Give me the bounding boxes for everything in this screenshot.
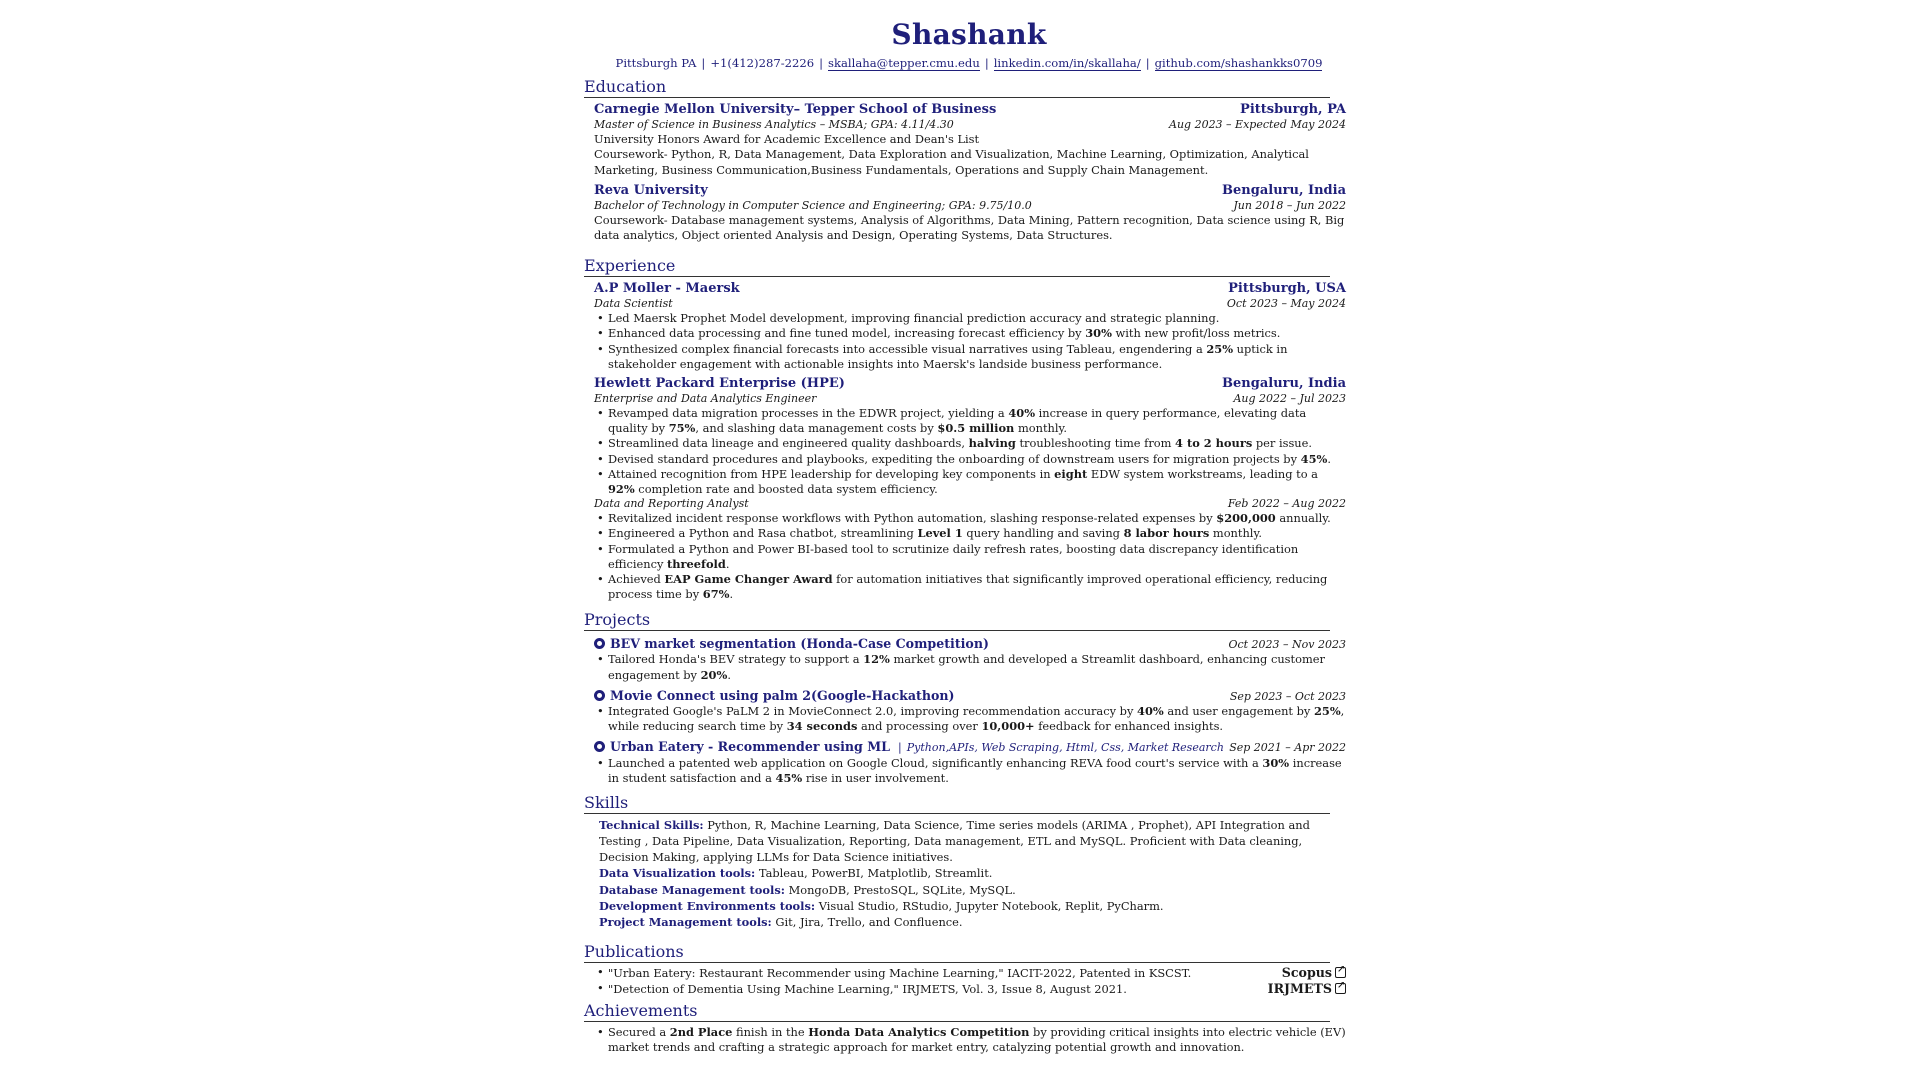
project-link[interactable]: BEV market segmentation (Honda-Case Competition) [594, 635, 989, 652]
external-link-icon [1335, 983, 1346, 994]
phone-text: +1(412)287-2226 [710, 56, 815, 70]
education-entry-cmu [594, 101, 1346, 178]
project-entry [594, 687, 1346, 734]
education-section [584, 77, 1354, 243]
skills-list [584, 817, 1354, 930]
degree-dates: Aug 2023 – Expected May 2024 [1169, 118, 1346, 132]
bullet-item: • Achieved EAP Game Changer Award for automation initiatives that significantly improved operational efficiency, reducing process time by 67%. [596, 572, 1346, 602]
project-dates: Sep 2023 – Oct 2023 [1229, 689, 1346, 703]
role-dates: Oct 2023 – May 2024 [1226, 297, 1346, 311]
linkedin-link[interactable]: linkedin.com/in/skallaha/ [993, 56, 1141, 70]
section-title-skills: Skills [584, 793, 1330, 814]
skills-section [584, 793, 1354, 930]
degree-text: Bachelor of Technology in Computer Science and Engineering; GPA: 9.75/10.0 [594, 198, 1032, 212]
bullet-item: • Tailored Honda's BEV strategy to support a 12% market growth and developed a Streamlit dashboard, enhancing customer engagement by 20%. [596, 652, 1346, 682]
school-location: Bengaluru, India [1222, 182, 1346, 198]
role-dates: Aug 2022 – Jul 2023 [1233, 392, 1346, 406]
github-icon [594, 638, 605, 649]
project-dates: Sep 2021 – Apr 2022 [1229, 741, 1346, 755]
github-link[interactable]: github.com/shashankks0709 [1154, 56, 1323, 70]
achievement-item: • Secured a 2nd Place finish in the Honda Data Analytics Competition by providing critical insights into electric vehicle (EV) market trends and crafting a strategic approach for market entry, catalyzing potential growth and innovation. [596, 1025, 1346, 1055]
skill-row: Data Visualization tools: Tableau, PowerBI, Matplotlib, Streamlit. [599, 866, 993, 881]
bullet-item: • Revamped data migration processes in the EDWR project, yielding a 40% increase in query performance, elevating data quality by 75%, and slashing data management costs by $0.5 million monthly. [596, 406, 1346, 436]
degree-text: Master of Science in Business Analytics – MSBA; GPA: 4.11/4.30 [594, 118, 954, 132]
publications-section [584, 942, 1354, 997]
skill-row: Database Management tools: MongoDB, PrestoSQL, SQLite, MySQL. [599, 882, 1016, 897]
external-link-icon [1335, 967, 1346, 978]
bullet-list [596, 406, 1346, 497]
skill-row: Technical Skills: Python, R, Machine Learning, Data Science, Time series models (ARIMA , Prophet), API Integration and Testing , Data Pipeline, Data Visualization, Reporting, Data management, ETL and MySQL. Proficient with Data cleaning, Decision Making, applying LLMs for Data Science initiatives. [599, 817, 1310, 865]
company-location: Pittsburgh, USA [1228, 281, 1346, 297]
school-location: Pittsburgh, PA [1240, 102, 1346, 118]
role-dates: Feb 2022 – Aug 2022 [1227, 497, 1346, 511]
resume-page [584, 18, 1354, 1055]
company-name: Hewlett Packard Enterprise (HPE) [594, 376, 845, 392]
bullet-item: • Devised standard procedures and playbooks, expediting the onboarding of downstream users for migration projects by 45%. [596, 452, 1346, 467]
school-name: Reva University [594, 182, 708, 198]
bullet-item: • Integrated Google's PaLM 2 in MovieConnect 2.0, improving recommendation accuracy by 40% and user engagement by 25%, while reducing search time by 34 seconds and processing over 10,000+ feedback for enhanced insights. [596, 704, 1346, 734]
project-entry [594, 738, 1346, 786]
email-link[interactable]: skallaha@tepper.cmu.edu [828, 56, 980, 70]
project-link[interactable]: Urban Eatery - Recommender using ML | Python,APIs, Web Scraping, Html, Css, Market Research [594, 738, 1224, 756]
section-title-projects: Projects [584, 610, 1330, 631]
school-name: Carnegie Mellon University– Tepper School of Business [594, 102, 997, 118]
project-link[interactable]: Movie Connect using palm 2(Google-Hackathon) [594, 687, 955, 704]
publication-item: • "Detection of Dementia Using Machine Learning," IRJMETS, Vol. 3, Issue 8, August 2021. IRJMETS↗ [596, 981, 1346, 997]
role-title: Data and Reporting Analyst [594, 497, 749, 511]
projects-section [584, 610, 1354, 786]
coursework-text: Coursework- Database management systems, Analysis of Algorithms, Data Mining, Pattern recognition, Data science using R, Big data analytics, Object oriented Analysis and Design, Operating Systems, Data Structures. [594, 212, 1345, 243]
bullet-item: • Revitalized incident response workflows with Python automation, slashing response-related expenses by $200,000 annually. [596, 511, 1346, 526]
education-entry-reva [594, 182, 1346, 243]
company-location: Bengaluru, India [1222, 376, 1346, 392]
company-name: A.P Moller - Maersk [594, 281, 740, 297]
education-line: University Honors Award for Academic Excellence and Dean's List [594, 132, 980, 147]
bullet-item: • Attained recognition from HPE leadership for developing key components in eight EDW system workstreams, leading to a 92% completion rate and boosted data system efficiency. [596, 467, 1346, 497]
bullet-item: • Streamlined data lineage and engineered quality dashboards, halving troubleshooting time from 4 to 2 hours per issue. [596, 436, 1346, 451]
degree-dates: Jun 2018 – Jun 2022 [1233, 198, 1346, 212]
bullet-list [596, 652, 1346, 682]
irjmets-link[interactable]: IRJMETS↗ [1268, 981, 1346, 996]
role-title: Enterprise and Data Analytics Engineer [594, 392, 817, 406]
publication-list [594, 965, 1346, 997]
project-tech: Python,APIs, Web Scraping, Html, Css, Market Research [906, 741, 1224, 755]
publication-item: • "Urban Eatery: Restaurant Recommender using Machine Learning," IACIT-2022, Patented in KSCST. Scopus↗ [596, 965, 1346, 981]
experience-section [584, 256, 1354, 602]
role-title: Data Scientist [594, 297, 673, 311]
coursework-text: Coursework- Python, R, Data Management, Data Exploration and Visualization, Machine Learning, Optimization, Analytical Marketing, Business Communication,Business Fundamentals, Operations and Supply Chain Management. [594, 147, 1309, 177]
experience-entry-maersk [594, 280, 1346, 372]
project-dates: Oct 2023 – Nov 2023 [1228, 638, 1346, 652]
github-icon [594, 690, 605, 701]
section-title-achievements: Achievements [584, 1001, 1330, 1022]
skill-row: Project Management tools: Git, Jira, Trello, and Confluence. [599, 914, 963, 929]
bullet-list [596, 704, 1346, 734]
bullet-item: • Launched a patented web application on Google Cloud, significantly enhancing REVA food court's service with a 30% increase in student satisfaction and a 45% rise in user involvement. [596, 756, 1346, 786]
achievement-list [594, 1025, 1346, 1055]
bullet-item: • Synthesized complex financial forecasts into accessible visual narratives using Tableau, engendering a 25% uptick in stakeholder engagement with actionable insights into Maersk's landside business performance. [596, 342, 1346, 372]
bullet-list [596, 756, 1346, 786]
section-title-publications: Publications [584, 942, 1330, 963]
section-title-education: Education [584, 77, 1330, 98]
experience-entry-hpe [594, 375, 1346, 602]
bullet-item: • Enhanced data processing and fine tuned model, increasing forecast efficiency by 30% with new profit/loss metrics. [596, 326, 1346, 341]
github-icon [594, 741, 605, 752]
achievements-section [584, 1001, 1354, 1055]
scopus-link[interactable]: Scopus↗ [1282, 965, 1346, 980]
skill-row: Development Environments tools: Visual Studio, RStudio, Jupyter Notebook, Replit, PyCharm. [599, 898, 1164, 913]
bullet-list [596, 511, 1346, 602]
bullet-list [596, 311, 1346, 372]
bullet-item: • Led Maersk Prophet Model development, improving financial prediction accuracy and strategic planning. [596, 311, 1346, 326]
bullet-item: • Engineered a Python and Rasa chatbot, streamlining Level 1 query handling and saving 8 labor hours monthly. [596, 526, 1346, 541]
bullet-item: • Formulated a Python and Power BI-based tool to scrutinize daily refresh rates, boosting data discrepancy identification efficiency threefold. [596, 542, 1346, 572]
section-title-experience: Experience [584, 256, 1330, 277]
contact-line: Pittsburgh PA | +1(412)287-2226 | skallaha@tepper.cmu.edu | linkedin.com/in/skallaha/ | github.com/shashankks0709 [615, 56, 1323, 70]
project-entry [594, 635, 1346, 682]
candidate-name: Shashank [891, 18, 1047, 51]
location-text: Pittsburgh PA [615, 56, 697, 70]
